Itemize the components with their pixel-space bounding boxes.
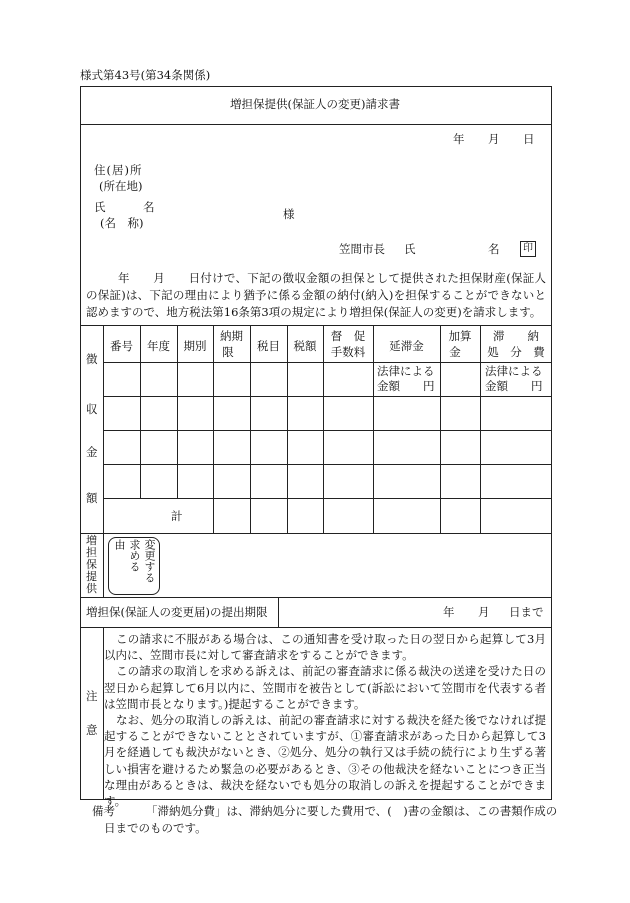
form-title: 増担保提供(保証人の変更)請求書 bbox=[230, 97, 400, 111]
rule-row2 bbox=[103, 430, 552, 431]
honorific: 様 bbox=[283, 207, 295, 221]
header-year: 年度 bbox=[147, 339, 170, 353]
deadline-label: 増担保(保証人の変更届)の提出期限 bbox=[86, 605, 268, 619]
rule-reason-bottom bbox=[80, 597, 552, 598]
rule-header-bottom bbox=[103, 362, 552, 363]
delinquency-law-1: 法律による bbox=[377, 364, 435, 378]
remarks-line-1: 「滞納処分費」は、滞納処分に要した費用で、( )書の金額は、この書類作成の bbox=[146, 804, 558, 818]
remarks-label: 備考 bbox=[92, 804, 115, 818]
deadline-day: 日まで bbox=[509, 605, 544, 619]
name-sub: (名 称) bbox=[100, 216, 144, 230]
header-disposal-1: 滞 納 bbox=[493, 329, 539, 343]
note-paragraph-2: この請求の取消しを求める訴えは、前記の審査請求に係る裁決の送達を受けた日の翌日から起算して6月以内に、笠間市を被告として(訴訟において笠間市を代表する者は笠間市長となります。)提起することができます。 bbox=[104, 664, 546, 711]
intro-paragraph: 年 月 日付けで、下記の徴収金額の担保として提供された担保財産(保証人の保証)は、下記の理由により猶予に係る金額の納付(納入)を担保することができないと認めますので、地方税法第16条第3項の規定により増担保(保証人の変更)を請求します。 bbox=[86, 271, 546, 319]
note-paragraph-3: なお、処分の取消しの訴えは、前記の審査請求に対する裁決を経た後でなければ提起することができないこととされていますが、①審査請求があった日から起算して3月を経過しても裁決がないとき、②処分、処分の執行又は手続の続行により生ずる著しい損害を避けるため緊急の必要があるとき、③その他裁決を経ないことにつき正当な理由があるときは、裁決を経ないでも処分の取消しの訴えを提起することができます。 bbox=[104, 713, 546, 809]
name-label-1: 氏 bbox=[94, 200, 106, 214]
date-month: 月 bbox=[488, 132, 500, 146]
notes-body bbox=[104, 631, 546, 809]
deadline-year: 年 bbox=[443, 605, 455, 619]
header-term: 期別 bbox=[183, 339, 207, 353]
rule-row1 bbox=[103, 396, 552, 397]
header-fee-2: 手数料 bbox=[330, 345, 366, 359]
mayor-title: 笠間市長 bbox=[339, 242, 385, 256]
reason-side: 増 担 保 提 供 bbox=[86, 534, 97, 595]
rule-title bbox=[80, 124, 552, 125]
rule-row4 bbox=[103, 498, 552, 499]
date-day: 日 bbox=[523, 132, 535, 146]
rule-row3 bbox=[103, 464, 552, 465]
rule-side-table bbox=[103, 325, 104, 533]
remarks-line-2: 日までのものです。 bbox=[104, 821, 207, 835]
header-tax-amount: 税額 bbox=[293, 339, 317, 353]
delinquency-law-2: 金額 円 bbox=[377, 379, 435, 393]
header-disposal-2: 処 分 費 bbox=[487, 345, 545, 359]
notes-side-1: 注 bbox=[86, 689, 98, 703]
rule-col-7 bbox=[373, 325, 374, 533]
deadline-month: 月 bbox=[478, 605, 490, 619]
notes-side-2: 意 bbox=[86, 723, 98, 737]
table-side-1: 徴 bbox=[86, 352, 98, 366]
header-tax-item: 税目 bbox=[257, 339, 280, 353]
header-surcharge-2: 金 bbox=[449, 345, 461, 359]
rule-side-reason bbox=[103, 533, 104, 597]
header-due-2: 限 bbox=[222, 345, 234, 359]
address-sub: (所在地) bbox=[99, 179, 143, 193]
header-delinquency: 延滞金 bbox=[389, 339, 424, 353]
address-label: 住(居)所 bbox=[94, 163, 143, 177]
mayor-shi: 氏 bbox=[404, 242, 416, 256]
header-number: 番号 bbox=[110, 339, 133, 353]
seal-mark: 印 bbox=[520, 241, 536, 257]
note-paragraph-1: この請求に不服がある場合は、この通知書を受け取った日の翌日から起算して3月以内に、笠間市長に対して審査請求をすることができます。 bbox=[104, 632, 546, 663]
rule-deadline-bottom bbox=[80, 627, 552, 628]
mayor-mei: 名 bbox=[488, 242, 500, 256]
rule-table-bottom bbox=[80, 533, 552, 534]
header-due-1: 納期 bbox=[220, 329, 243, 343]
date-year: 年 bbox=[453, 132, 465, 146]
name-label-2: 名 bbox=[143, 200, 155, 214]
table-side-2: 収 bbox=[86, 402, 98, 416]
rule-col-5 bbox=[287, 325, 288, 533]
rule-col-4 bbox=[250, 325, 251, 533]
header-fee-1: 督 促 bbox=[330, 329, 366, 343]
rule-deadline-divider bbox=[278, 597, 279, 627]
reason-bracket-text: 変更する 求める 由 bbox=[113, 539, 156, 583]
form-number: 様式第43号(第34条関係) bbox=[80, 68, 211, 82]
table-side-3: 金 bbox=[86, 445, 98, 459]
disposal-law-1: 法律による bbox=[485, 364, 543, 378]
disposal-law-2: 金額 円 bbox=[485, 379, 543, 393]
rule-table-top bbox=[80, 325, 552, 326]
table-side-4: 額 bbox=[86, 491, 98, 505]
total-label: 計 bbox=[171, 509, 183, 523]
header-surcharge-1: 加算 bbox=[448, 329, 472, 343]
